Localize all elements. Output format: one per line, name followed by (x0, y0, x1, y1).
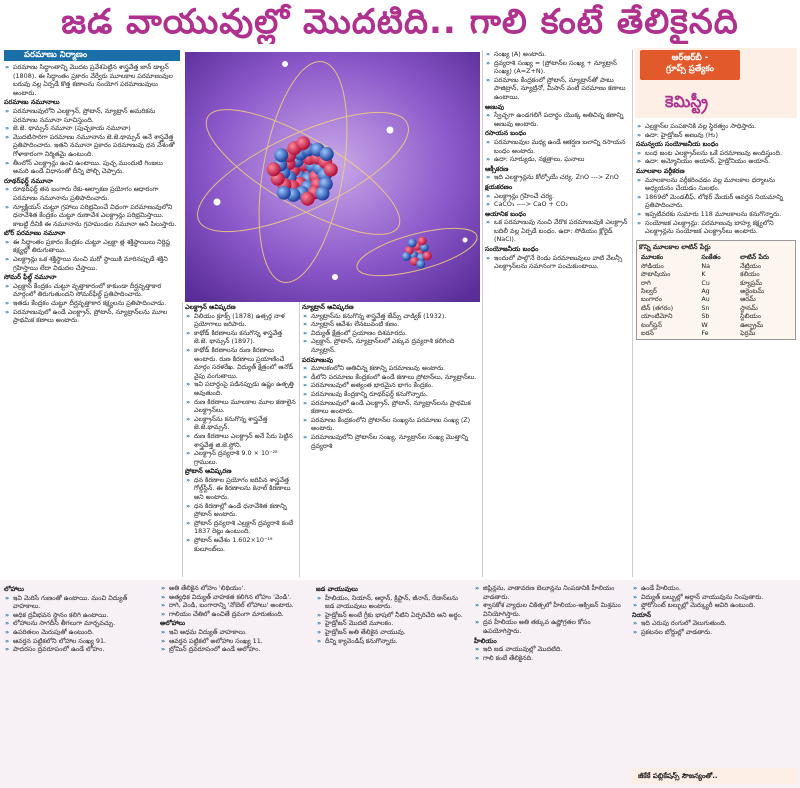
list-item: » CaCO₃ ----> CaO + CO₂ (485, 200, 629, 209)
list-item: » పరమాణువు కేంద్రకాన్ని రూథర్‌ఫర్డ్ కనుగొన్నారు. (302, 390, 480, 399)
list-item: » ఉదా: సూర్యుడు, నక్షత్రాలు, ఘనాలు (485, 155, 629, 164)
list-item: » ఫ్లోరోసెంట్ బల్బుల్లో మెర్క్యురీ ఆవిరి ఉంటుంది. (632, 601, 797, 610)
table-cell: ఫెర్రమ్ (740, 328, 756, 337)
section-title: పరమాణు నిర్మాణం (4, 50, 180, 61)
bottom-col-1 (4, 584, 154, 784)
column-divider (632, 50, 633, 577)
list-item: » అతి తేలికైన లోహం 'లిథియం'. (160, 584, 310, 593)
nucleon (423, 251, 432, 260)
subject-title: కెమిస్ట్రీ (665, 92, 708, 111)
table-cell: ఐరన్ (641, 328, 654, 337)
list-item: » న్యూట్రాన్ ఆవేశం లేనటువంటి కణం. (302, 320, 480, 329)
subsection-title: బోర్ పరమాణు నమూనా (4, 229, 66, 238)
column-3 (302, 302, 480, 575)
table-cell: Ag (701, 286, 710, 295)
list-item: » హైడ్రోజన్ మొదటి మూలకం. (316, 619, 468, 628)
list-item: » మూలకంలోని అతిచిన్న కణాన్ని పరమాణువు అంటారు. (302, 364, 480, 373)
list-item: » ఇప్పటివరకు సుమారు 118 మూలకాలను కనుగొన్నారు. (636, 210, 796, 219)
list-item: » ఉదా: అమ్మోనియం అయాన్, హైడ్రోనియం అయాన్. (636, 157, 796, 166)
nucleon (402, 252, 411, 261)
subsection-title: సంయోజనీయ బంధం (485, 245, 539, 254)
subsection-title: ప్రోటాన్ ఆవిష్కరణ (185, 467, 232, 476)
list-item: » లోహాలను సాగదీసి తీగలుగా మార్చవచ్చు. (4, 619, 154, 628)
list-item: » ప్రోటాన్ ఆవేశం 1.602×10⁻¹⁹ కులూంబ్‌లు. (185, 536, 297, 553)
subsection-list (485, 254, 629, 271)
list-item: » డీలోని పరమాణు కేంద్రకంలో ఉండే కణాలు ప్రోటాన్‌లు, న్యూట్రాన్‌లు. (302, 373, 480, 382)
nucleon (316, 187, 330, 201)
table-cell: K (701, 270, 706, 279)
subsection-list (4, 185, 180, 228)
badge-line-1: ఆర్‌ఆర్‌బీ - (671, 53, 709, 63)
list-item: » బ్రోమిన్ ద్రవరూపంలో ఉండే అలోహం. (160, 645, 310, 654)
table-cell: నేట్రియం (740, 261, 762, 270)
col5-top-list (636, 122, 796, 139)
list-item: » తీంలోన్ ఎలక్ట్రాన్లు ఉంచి ఉంటాయి. పుచ్చ ముందుటి గింజలు అమరి ఉండే విధానంతో దీన్ని పోల్చి చెప్పారు. (4, 159, 180, 176)
subsection-list (4, 107, 180, 176)
table-cell: Fe (701, 328, 709, 337)
table-cell: Sb (701, 312, 710, 321)
table-row (639, 279, 793, 287)
subsection-title: పరమాణు నమూనాలు (4, 98, 60, 107)
list-item: » ఇది ఎలక్ట్రాన్లను కోల్పోయే చర్య. ZnO ---> ZnO (485, 173, 629, 182)
col5-groups (636, 140, 796, 236)
list-item: » ఇవి అధమ విద్యుత్ వాహకాలు. (160, 628, 310, 637)
subsection-title: క్షయకరణం (485, 182, 513, 191)
table-cell: స్టిబియం (740, 312, 761, 321)
list-item: » రూథర్‌ఫర్డ్ తన బంగారు రేకు-ఆల్ఫాకణ ప్రయోగం ఆధారంగా పరమాణు నమూనాను ప్రతిపాదించారు. (4, 185, 180, 202)
list-item: » ఇది ఎరుపు రంగులో వెలుగుతుంది. (632, 619, 797, 628)
column-1 (4, 50, 180, 575)
list-item: » హైడ్రోజన్ అంటే గ్రీకు భాషలో నీటిని ఏర్పరిచేది అని అర్థం. (316, 611, 468, 620)
intro-list (4, 63, 180, 97)
table-cell: సిల్వర్ (641, 286, 657, 295)
table-cell: టిన్ (తగరం) (641, 303, 674, 312)
bottom-col5-title: నియాన్ (632, 610, 652, 619)
col4-top-list (485, 50, 629, 102)
table-cell: Au (701, 295, 710, 304)
list-item: » విద్యుత్ బల్బుల్లో ఆర్గాన్ వాయువును నింపుతారు. (632, 593, 797, 602)
bottom-col2-title: అలోహాలు (160, 619, 186, 628)
atom-illustration (185, 52, 480, 302)
subsection-title: సమన్వయ సంయోజనీయ బంధం (636, 140, 719, 149)
subsection-list (636, 176, 796, 236)
subsection-list (485, 111, 629, 128)
list-item: » మూలకాలను వర్గీకరించడం వల్ల మూలకాల ధర్మాలను అధ్యయనం చేయడం సులభం. (636, 176, 796, 193)
subsection-title: రూథర్‌ఫర్డ్ నమూనా (4, 176, 53, 185)
nucleon (274, 148, 288, 162)
table-cell: సోడియం (641, 261, 664, 270)
table-cell: Na (701, 261, 711, 270)
list-item: » విద్యుత్ క్షేత్రంలో ప్రయాణం దిశమారదు. (302, 329, 480, 338)
list-item: » ద్రవ హీలియం అతి తక్కువ ఉష్ణోగ్రతల కోసం ఉపయోగిస్తారు. (474, 618, 626, 635)
subsection-title: సోమర్ ఫీల్డ్ నమూనా (4, 273, 57, 282)
bottom-col4-title: హీలియం (474, 636, 497, 645)
list-item: » ఉపరితలం మెరుపుతో ఉంటుంది. (4, 628, 154, 637)
list-item: » రుణ కిరణాలు మూలకాల మూల కణాలైన ఎలక్ట్రాన్‌లు. (185, 398, 297, 415)
badge (640, 50, 740, 80)
col4-groups (485, 103, 629, 271)
list-item: » పరమాణువులోని ప్రోటాన్‌ల సంఖ్య, న్యూట్రాన్‌ల సంఖ్య మొత్తాన్ని ద్రవ్యరాశి (302, 433, 480, 450)
table-body (639, 262, 793, 338)
list-item: » రుణ కిరణాలు ఎలక్ట్రాన్ అనే పేరు పెట్టిన శాస్త్రవేత్త జి.జె.స్టోని. (185, 432, 297, 449)
subsection-list (485, 192, 629, 209)
list-item: » ఎలక్ట్రాన్లు ఒక శక్తిస్థాయి నుంచి మరో స్థాయికి మారినప్పుడే శక్తిని గ్రహిస్తాయి లేదా విడుదల చేస్తాయి. (4, 255, 180, 272)
list-item: » స్వేచ్ఛగా ఉండగలిగే పదార్థం యొక్క అతిచిన్న కణాన్ని అణువు అంటారు. (485, 111, 629, 128)
list-item: » కాథోడ్ కిరణాలను కనుగొన్న శాస్త్రవేత్త జె.జె. థామ్సన్ (1897). (185, 329, 297, 346)
nucleon (408, 238, 417, 247)
list-item: » ఎల్రక్టాన్, ప్రోటాన్, న్యూట్రాన్‌లలో ఎక్కువ ద్రవ్యరాశి కలిగింది న్యూట్రాన్. (302, 337, 480, 354)
table-row (639, 262, 793, 270)
bottom-col5b-list (632, 619, 797, 636)
table-cell: W (701, 320, 708, 329)
list-item: » ధన కిరణాల్లో ఉండే ధనావేశిత కణాన్ని ప్రోటాన్ అంటారు. (185, 502, 297, 519)
list-item: » పరమాణు కేంద్రకంలోని ప్రోటాన్‌ల సంఖ్యను పరమాణు సంఖ్య (Z) అంటారు. (302, 416, 480, 433)
bottom-col-2 (160, 584, 310, 784)
bottom-col3-title: జడ వాయువులు (316, 585, 358, 593)
subsection-title: మూలకాల వర్గీకరణ (636, 166, 685, 175)
subsection-title: అయానిక బంధం (485, 209, 527, 218)
table-header-cell: లాటిన్ పేరు (740, 253, 770, 262)
table-row (639, 304, 793, 312)
column-2 (185, 302, 297, 575)
col2-groups (185, 303, 297, 553)
subsection-list (485, 173, 629, 182)
list-item: » ఉదా: హైడ్రోజన్ అణువు (H₂) (636, 131, 796, 140)
subsection-title: రసాయన బంధం (485, 129, 527, 138)
table-cell: రాగి (641, 278, 651, 287)
list-item: » పరమాణు సిద్ధాంతాన్ని మొదట ప్రవేశపెట్టిన శాస్త్రవేత్త జాన్ డాల్టన్ (1808). ఈ సిద్ధాంతం ప్రకారం వేర్వేరు మూలకాల పరమాణువుల బరువు వల్ల ఏర్పడే కొత్త కణాలను సంయోగ పరమాణువులు అంటారు. (4, 63, 180, 97)
list-item: » ఎలక్ట్రాన్‌ను కనుగొన్న శాస్త్రవేత్త జె.జె.థామ్సన్. (185, 415, 297, 432)
list-item: » జిప్లిన్లను, వాతావరణ బెలూన్లను నింపడానికి హీలియం వాడతారు. (474, 584, 626, 601)
table-cell: ఆరమ్ (740, 295, 756, 304)
subsection-list (185, 312, 297, 467)
subsection-list (485, 218, 629, 244)
list-item: » మొదటిసారిగా పరమాణు నమూనాను జె.జె.థామ్సన్ అనే శాస్త్రవేత్త ప్రతిపాదించారు. ఇతని నమూనా ప్రకారం పరమాణువు ధన వేశంతో గోళాకారంగా నిర్మితమై ఉంటుంది. (4, 133, 180, 159)
table-cell: ఊల్ఫ్రమ్ (740, 320, 764, 329)
list-item: » పరమాణువులో ఉండే ఎలక్ట్రాన్, ప్రోటాన్, న్యూట్రాన్‌లను ప్రాథమిక కణాలు అంటారు. (302, 399, 480, 416)
list-item: » ఇందులో పాల్గొనే రెండు పరమాణువులు వాటి వేలన్సీ ఎలక్ట్రాన్‌లను సమానంగా పంచుకుంటాయి. (485, 254, 629, 271)
list-item: » ఆవర్తన పట్టికలోని లోహాల సంఖ్య 91. (4, 637, 154, 646)
bottom-col-3 (316, 584, 468, 784)
table-row (639, 287, 793, 295)
list-item: » ద్రవ్యరాశి సంఖ్య = (ప్రోటాన్‌ల సంఖ్య + న్యూట్రాన్ సంఖ్య) (A=Z+N). (485, 59, 629, 76)
list-item: » సంఖ్య (A) అంటారు. (485, 50, 629, 59)
list-item: » పరమాణువులో అత్యంత భారమైన భాగం కేంద్రకం. (302, 381, 480, 390)
nucleon (277, 186, 291, 200)
list-item: » అధిక ద్రవీభవన స్థానం కలిగి ఉంటాయి. (4, 611, 154, 620)
badge-line-2: గ్రూప్స్ ప్రత్యేకం (666, 64, 714, 74)
table-row (639, 321, 793, 329)
subsection-list (485, 138, 629, 164)
list-item: » న్యూక్లియస్ చుట్టూ గ్రహాలు పరిభ్రమించే విధంగా పరమాణువులోని ధనావేశిత కేంద్రకం చుట్టూ రుణావేశ ఎలక్ట్రాన్లు పరిభ్రమిస్తాయి. కాబట్టి దీనికి ఈ నమూనాను గ్రహమండల నమూనా అని పిలుస్తారు. (4, 203, 180, 229)
list-item: » ధన కిరణాల ప్రయోగం జరిపిన శాస్త్రవేత్త గోల్డ్‌స్టీన్. ఈ కిరణాలను కెనాల్ కిరణాలు అని అంటారు. (185, 476, 297, 502)
latin-names-table (639, 253, 793, 337)
list-item: » కాథోడ్ కిరణాలను రుణ కిరణాలు అంటారు. రుణ కిరణాలు ప్రయాణించే మార్గం సరళరేఖ. విద్యుత్ క్షేత్రంలో ఆనోడ్ వైపు వంగుతాయి. (185, 346, 297, 380)
subsection-list (302, 312, 480, 355)
subsection-list (4, 238, 180, 272)
column-divider (299, 302, 300, 577)
table-cell: Cu (701, 278, 710, 287)
nucleon (296, 136, 310, 150)
atom-illustration-svg (185, 52, 480, 302)
subsection-title: ఆక్సీకరణ (485, 164, 509, 173)
subsection-title: పరమాణువు (302, 355, 334, 364)
column-5 (636, 122, 796, 577)
nucleon (320, 147, 334, 161)
list-item: » ఉండే హీలియం. (632, 584, 797, 593)
nucleon (301, 192, 315, 206)
list-item: » 1869లో మెండలీఫ్, లోథర్ మేయర్ ఆవర్తన నియమాన్ని ప్రతిపాదించారు. (636, 193, 796, 210)
list-item: » దీన్ని క్యావెండిష్ కనుగొన్నారు. (316, 637, 468, 646)
column-divider (482, 50, 483, 577)
subsection-list (636, 149, 796, 166)
bottom-col4b-list (474, 645, 626, 662)
table-row (639, 329, 793, 337)
bottom-col-4 (474, 584, 626, 784)
bottom-col-5 (632, 584, 797, 764)
list-item: » అత్యధిక విద్యుత్ వాహకత కలిగిన లోహం 'వెండి'. (160, 593, 310, 602)
list-item: » జె.జె. థామ్సన్ నమూనా (పుచ్చకాయ నమూనా) (4, 124, 180, 133)
headline: జడ వాయువుల్లో మొదటిది.. గాలి కంటే తేలికైనది (61, 2, 739, 42)
table-cell: కలియం (740, 270, 760, 279)
list-item: » గాలి కంటే తేలికైనది. (474, 654, 626, 663)
list-item: » ఎలక్ట్రాన్లు గ్రహించే చర్య. (485, 192, 629, 201)
list-item: » ఇతడు కేంద్రకం చుట్టూ దీర్ఘవృత్తాకార కక్ష్యలను ప్రతిపాదించాడు. (4, 299, 180, 308)
subsection-list (185, 476, 297, 553)
table-header-row (639, 253, 793, 261)
list-item: » బంధ జంట ఎలక్ట్రాన్‌లను ఒకే పరమాణువు అందిస్తుంది. (636, 149, 796, 158)
list-item: » శ్వాసకోశ వ్యాధుల చికిత్సలో హీలియం-ఆక్సిజన్ మిశ్రమం వినియోగిస్తారు. (474, 601, 626, 618)
table-header-cell: సంకేతం (701, 253, 721, 262)
list-item: » పాదరసం ద్రవరూపంలో ఉండే లోహం. (4, 645, 154, 654)
bottom-col4-list (474, 584, 626, 636)
subsection-list (302, 364, 480, 450)
table-title: కొన్ని మూలకాల లాటిన్ పేర్లు (639, 242, 711, 251)
list-item: » పరమాణువుల మధ్య ఉండే ఆకర్షణ బలాన్ని రసాయన బంధం అంటారు. (485, 138, 629, 155)
table-cell: యాంటిమోని (641, 312, 673, 321)
table-cell: స్టానమ్ (740, 303, 758, 312)
list-item: » గాలియం చేతిలో ఉంచితే ద్రవంగా మారుతుంది. (160, 610, 310, 619)
table-cell: Sn (701, 303, 710, 312)
bottom-col2b-list (160, 628, 310, 654)
table-row (639, 270, 793, 278)
list-item: » ఆవర్తన పట్టికలో అలోహాల సంఖ్య 11. (160, 637, 310, 646)
list-item: » విలియం క్రూక్స్ (1878) ఉత్సర్గ నాళ ప్రయోగాలు జరిపారు. (185, 312, 297, 329)
bottom-col1-list (4, 594, 154, 654)
list-item: » పరమాణు కేంద్రకంలో ప్రోటాన్, న్యూట్రాన్‌తో పాటు పాజిట్రాన్, న్యూట్రినో, మీసాన్ వంటి పరమాణు కణాలు ఉంటాయి. (485, 76, 629, 102)
table-header-cell: మూలకం (641, 253, 664, 262)
table-row (639, 295, 793, 303)
column-divider (182, 302, 183, 577)
list-item: » ఎలక్ట్రాన్ ద్రవ్యరాశి 9.0 × 10⁻²⁸ గ్రాములు. (185, 449, 297, 466)
subsection-title: అణువు (485, 102, 504, 111)
list-item: » హీలియం, నియాన్, ఆర్గాన్, క్రిప్టాన్, జీనాన్, రేడాన్‌లను జడ వాయువులు అంటారు. (316, 594, 468, 611)
table-cell: క్యూప్రమ్ (740, 278, 762, 287)
list-item: » పరమాణువులో ఉండే ఎలక్ట్రాన్, ప్రోటాన్, న్యూట్రాన్‌లను మూల ప్రాథమిక కణాలు అంటారు. (4, 308, 180, 325)
nucleon (267, 162, 281, 176)
list-item: » ఈ సిద్ధాంతం ప్రకారం కేంద్రకం చుట్టూ ఎల్రక్టా త్ల శక్తిస్థాయిలు నిర్దిష్ట కక్ష్యల్లో తిరుగుతాయి. (4, 238, 180, 255)
subsection-list (4, 282, 180, 325)
list-item: » ఇవి పదార్థంపై పడినప్పుడు ఉష్ణం ఉత్పత్తి అవుతుంది. (185, 380, 297, 397)
list-item: » న్యూట్రాన్‌ను కనుగొన్న శాస్త్రవేత్త జేమ్స్ చాడ్విక్ (1932). (302, 312, 480, 321)
list-item: » ఇది జడ వాయువుల్లో మొదటిది. (474, 645, 626, 654)
subsection-title: ఎలక్ట్రాన్ ఆవిష్కరణ (185, 303, 236, 311)
subsection-title: న్యూట్రాన్ ఆవిష్కరణ (302, 303, 354, 311)
credit-line: జీకేకే పబ్లికేషన్స్ సౌజన్యంతో.. (632, 768, 797, 784)
list-item: » ఒక పరమాణువు నుంచి వేరొక పరమాణువుకి ఎలక్ట్రాన్ బదిలీ వల్ల ఏర్పడే బంధం. ఉదా: సోడియం క్లోరైడ్ (NaCl). (485, 218, 629, 244)
list-item: » పరమాణువులోని ఎలక్ట్రాన్, ప్రోటాన్, న్యూట్రాన్ అమరికను పరమాణు నమూనా సూచిస్తుంది. (4, 107, 180, 124)
nucleon (418, 237, 427, 246)
bottom-col5-list (632, 584, 797, 610)
table-cell: టంగ్‌స్టన్ (641, 320, 662, 329)
table-cell: బంగారం (641, 295, 662, 304)
list-item: » హైడ్రోజన్ అతి తేలికైన వాయువు. (316, 628, 468, 637)
nucleon (324, 163, 338, 177)
bottom-col3-list (316, 594, 468, 646)
list-item: » ఎల్రక్టాన్ కేంద్రకం చుట్టూ వృత్తాకారంలో కాకుండా దీర్ఘవృత్తాకార మార్గంలో తిరుగుతుందని సోమర్‌ఫీల్డ్ ప్రతిపాదించారు. (4, 282, 180, 299)
nucleon (416, 260, 425, 269)
column-4 (485, 50, 629, 575)
list-item: » రాగి, వెండి, బంగారాన్ని 'నోబెల్ లోహాలు' అంటారు. (160, 601, 310, 610)
table-cell: పొటాషియం (641, 270, 671, 279)
col3-groups (302, 303, 480, 450)
list-item: » ప్రకటనల బోర్డుల్లో వాడతారు. (632, 628, 797, 637)
list-item: » ఎల్రక్టాన్‌ల పంపకానికి వల్ల స్థిరత్వం సాధిస్తారు. (636, 122, 796, 131)
list-item: » సంయోజక ఎలక్ట్రాన్లు: పరమాణువు బాహ్య కక్ష్యలోని ఎలక్ట్రాన్లను సంయోజక ఎలక్ట్రాన్‌లు అంటారు. (636, 219, 796, 236)
table-row (639, 312, 793, 320)
bottom-col2-list (160, 584, 310, 618)
bottom-col1-title: లోహాలు (4, 585, 24, 593)
list-item: » ప్రోటాన్ ద్రవ్యరాశి ఎల్రక్టాన్ ద్రవ్యరాశి కంటే 1837 రెట్లు ఉంటుంది. (185, 519, 297, 536)
table-cell: అర్జెంటమ్ (740, 286, 764, 295)
list-item: » ఇవి మెరిసే గుణంతో ఉంటాయి. మంచి విద్యుత్ వాహకాలు. (4, 594, 154, 611)
col1-groups (4, 98, 180, 324)
latin-names-box (636, 240, 796, 341)
